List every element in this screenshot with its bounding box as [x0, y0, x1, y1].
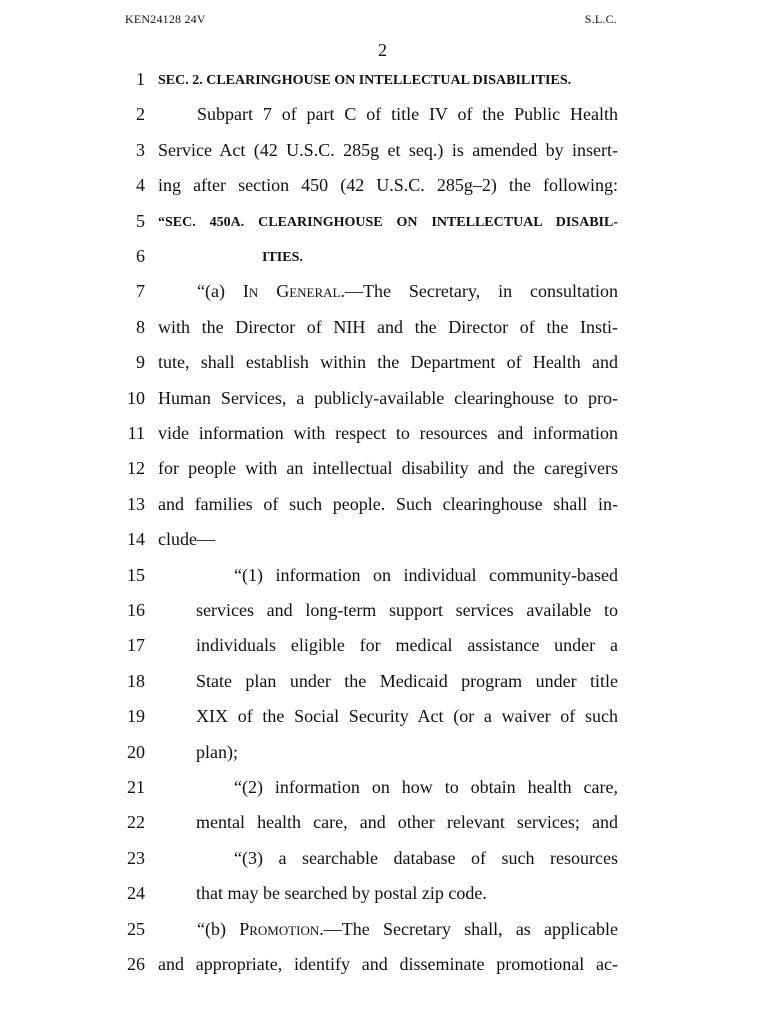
line-text — [197, 918, 618, 940]
line-text: SEC. 2. CLEARINGHOUSE ON INTELLECTUAL DISABILITIES. — [158, 73, 572, 88]
line-number: 19 — [127, 706, 145, 727]
line-number: 25 — [127, 918, 145, 939]
line-number: 24 — [127, 883, 145, 904]
line-number: 8 — [136, 316, 145, 337]
line-number: 6 — [136, 246, 145, 266]
line-text: for people with an intellectual disability and the caregivers — [158, 458, 618, 479]
subsection-prefix: “(b) — [197, 918, 240, 939]
line-number: 14 — [127, 529, 145, 550]
line-text: with the Director of NIH and the Director of the Insti- — [158, 316, 618, 337]
document-id: KEN24128 24V — [125, 12, 206, 26]
text-line — [0, 416, 765, 451]
line-number: 3 — [136, 139, 145, 160]
text-line — [0, 593, 765, 628]
line-text — [197, 280, 618, 302]
line-text: XIX of the Social Security Act (or a waiver of such — [196, 706, 618, 727]
line-number: 20 — [127, 741, 145, 762]
line-text: and appropriate, identify and disseminate promotional ac- — [158, 954, 618, 974]
line-text: “(3) a searchable database of such resources — [234, 847, 618, 868]
text-line — [0, 381, 765, 416]
line-number: 12 — [127, 458, 145, 479]
line-text: and families of such people. Such clearinghouse shall in- — [158, 493, 618, 514]
text-line — [0, 876, 765, 911]
text-line — [0, 239, 765, 274]
page-number: 2 — [378, 40, 387, 60]
line-number: 11 — [127, 423, 145, 443]
line-text: Service Act (42 U.S.C. 285g et seq.) is amended by insert- — [158, 139, 618, 160]
text-line — [0, 522, 765, 557]
line-number: 26 — [127, 954, 145, 974]
text-line — [0, 133, 765, 168]
text-line — [0, 97, 765, 132]
line-number: 18 — [127, 670, 145, 691]
line-text: State plan under the Medicaid program under title — [196, 670, 618, 691]
line-number: 15 — [127, 564, 145, 585]
text-line — [0, 947, 765, 982]
subsection-prefix: “(a) — [197, 281, 243, 302]
subsection-heading: In General — [242, 281, 341, 302]
line-text: mental health care, and other relevant services; and — [196, 812, 618, 833]
text-line — [0, 451, 765, 486]
line-text: Subpart 7 of part C of title IV of the Public Health — [197, 104, 618, 125]
text-line — [0, 841, 765, 876]
line-text: clude— — [158, 529, 215, 550]
text-line — [0, 628, 765, 663]
text-line — [0, 912, 765, 947]
text-line — [0, 699, 765, 734]
line-number: 17 — [127, 635, 145, 656]
text-line — [0, 310, 765, 345]
line-text: Human Services, a publicly-available clearinghouse to pro- — [158, 387, 618, 408]
text-line — [0, 735, 765, 770]
text-line — [0, 274, 765, 309]
text-line — [0, 664, 765, 699]
line-number: 4 — [136, 175, 145, 196]
text-line — [0, 487, 765, 522]
text-line — [0, 204, 765, 239]
text-line — [0, 62, 765, 97]
line-number: 13 — [127, 493, 145, 514]
line-text: “(2) information on how to obtain health care, — [234, 777, 618, 797]
document-code: S.L.C. — [584, 12, 617, 26]
line-text: ing after section 450 (42 U.S.C. 285g–2) the following: — [158, 175, 618, 196]
subsection-text: .—The Secretary shall, as applicable — [319, 918, 618, 939]
text-line — [0, 770, 765, 805]
line-text: tute, shall establish within the Department of Health and — [158, 352, 618, 373]
text-line — [0, 805, 765, 840]
line-number: 1 — [136, 69, 145, 89]
subsection-text: .—The Secretary, in consultation — [340, 281, 618, 302]
line-number: 21 — [127, 777, 145, 797]
line-number: 16 — [127, 600, 145, 620]
subsection-heading: Promotion — [239, 918, 320, 939]
line-text: ITIES. — [262, 250, 303, 265]
line-number: 2 — [136, 104, 145, 125]
line-number: 5 — [136, 210, 145, 231]
line-text: services and long-term support services available to — [196, 600, 618, 620]
line-number: 22 — [127, 812, 145, 833]
line-text: individuals eligible for medical assistance under a — [196, 635, 618, 656]
line-text: that may be searched by postal zip code. — [196, 883, 487, 904]
line-text: “(1) information on individual community-based — [234, 564, 618, 585]
text-line — [0, 558, 765, 593]
text-line — [0, 168, 765, 203]
line-number: 9 — [136, 352, 145, 373]
line-text: vide information with respect to resources and information — [158, 423, 618, 443]
line-text: “SEC. 450A. CLEARINGHOUSE ON INTELLECTUAL DISABIL- — [158, 214, 618, 230]
line-number: 23 — [127, 847, 145, 868]
line-text: plan); — [196, 741, 238, 762]
text-line — [0, 345, 765, 380]
line-number: 7 — [136, 281, 145, 302]
line-number: 10 — [127, 387, 145, 408]
